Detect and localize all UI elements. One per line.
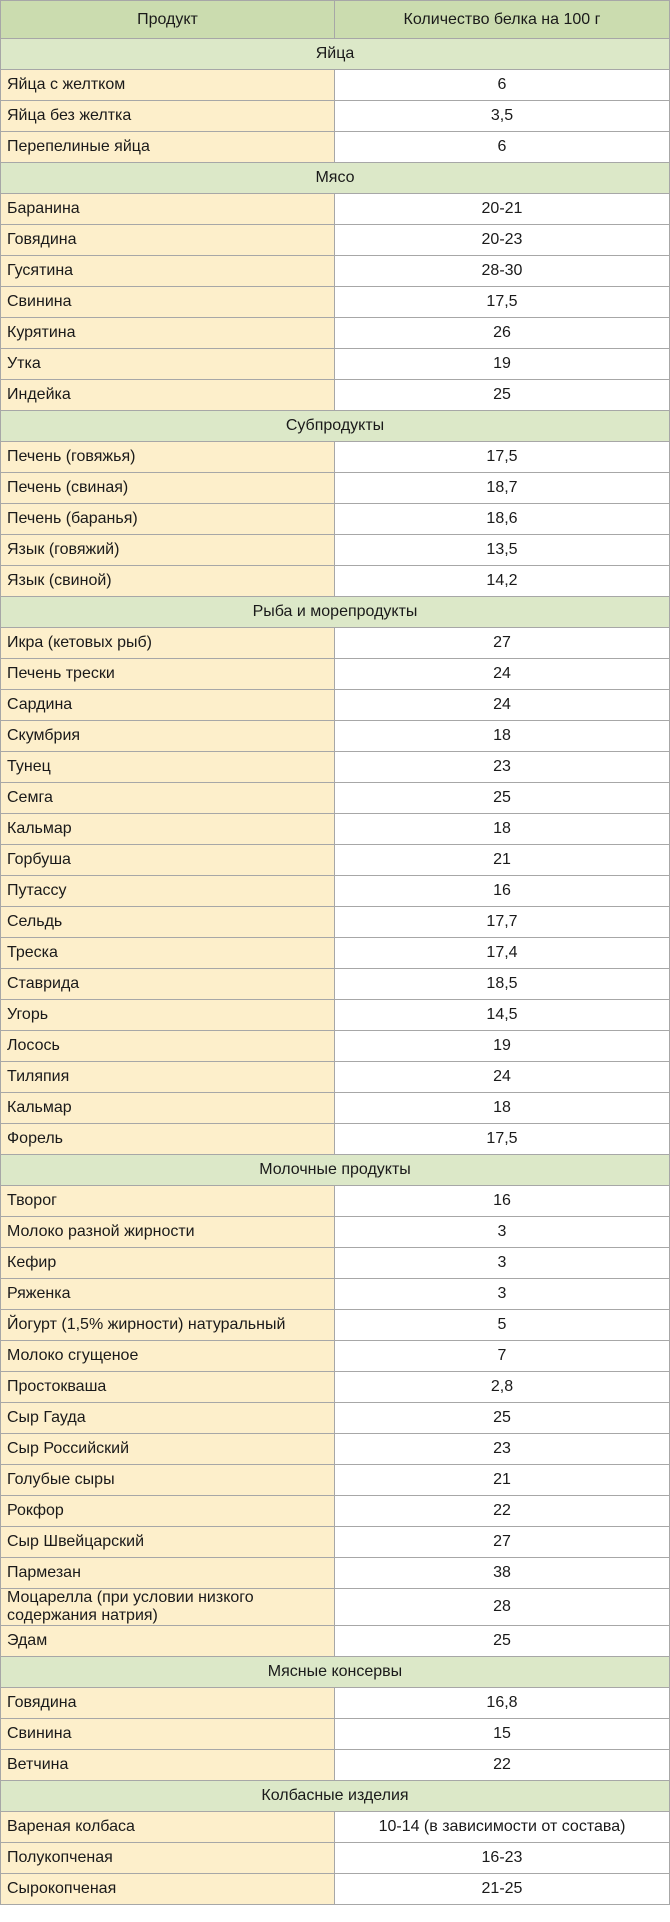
product-name-cell: Свинина xyxy=(1,287,335,318)
protein-value-cell: 25 xyxy=(335,1626,670,1657)
table-row xyxy=(1,194,670,225)
table-row xyxy=(1,1186,670,1217)
protein-value-cell: 20-21 xyxy=(335,194,670,225)
protein-value-cell: 27 xyxy=(335,1527,670,1558)
product-name-cell: Кальмар xyxy=(1,814,335,845)
product-name-cell: Треска xyxy=(1,938,335,969)
table-row xyxy=(1,1248,670,1279)
product-name-cell: Ряженка xyxy=(1,1279,335,1310)
product-name-cell: Сельдь xyxy=(1,907,335,938)
protein-value-cell: 5 xyxy=(335,1310,670,1341)
protein-value-cell: 6 xyxy=(335,70,670,101)
table-row xyxy=(1,132,670,163)
product-name-cell: Ветчина xyxy=(1,1750,335,1781)
section-row xyxy=(1,1781,670,1812)
protein-value-cell: 21 xyxy=(335,1465,670,1496)
table-row xyxy=(1,690,670,721)
section-title: Колбасные изделия xyxy=(1,1781,670,1812)
table-row xyxy=(1,1688,670,1719)
protein-value-cell: 18,6 xyxy=(335,504,670,535)
table-row xyxy=(1,752,670,783)
product-name-cell: Ставрида xyxy=(1,969,335,1000)
protein-value-cell: 3 xyxy=(335,1279,670,1310)
table-row xyxy=(1,287,670,318)
product-name-cell: Индейка xyxy=(1,380,335,411)
table-row xyxy=(1,876,670,907)
table-row xyxy=(1,1279,670,1310)
table-row xyxy=(1,1403,670,1434)
table-row xyxy=(1,1626,670,1657)
section-title: Молочные продукты xyxy=(1,1155,670,1186)
protein-value-cell: 16,8 xyxy=(335,1688,670,1719)
product-name-cell: Горбуша xyxy=(1,845,335,876)
protein-value-cell: 3,5 xyxy=(335,101,670,132)
table-row xyxy=(1,504,670,535)
product-name-cell: Молоко разной жирности xyxy=(1,1217,335,1248)
table-row xyxy=(1,1812,670,1843)
product-name-cell: Моцарелла (при условии низкого содержания натрия) xyxy=(1,1589,335,1626)
section-title: Мясные консервы xyxy=(1,1657,670,1688)
protein-value-cell: 24 xyxy=(335,1062,670,1093)
protein-value-cell: 23 xyxy=(335,1434,670,1465)
table-row xyxy=(1,1843,670,1874)
table-row xyxy=(1,1434,670,1465)
section-title: Яйца xyxy=(1,39,670,70)
table-row xyxy=(1,1750,670,1781)
table-body xyxy=(1,39,670,1905)
product-name-cell: Семга xyxy=(1,783,335,814)
protein-value-cell: 16 xyxy=(335,876,670,907)
protein-value-cell: 7 xyxy=(335,1341,670,1372)
product-name-cell: Яйца с желтком xyxy=(1,70,335,101)
section-row xyxy=(1,411,670,442)
product-name-cell: Полукопченая xyxy=(1,1843,335,1874)
protein-value-cell: 24 xyxy=(335,659,670,690)
product-name-cell: Простокваша xyxy=(1,1372,335,1403)
protein-value-cell: 16-23 xyxy=(335,1843,670,1874)
product-name-cell: Сыр Российский xyxy=(1,1434,335,1465)
protein-value-cell: 21-25 xyxy=(335,1874,670,1905)
protein-value-cell: 25 xyxy=(335,783,670,814)
protein-value-cell: 38 xyxy=(335,1558,670,1589)
product-name-cell: Лосось xyxy=(1,1031,335,1062)
protein-value-cell: 13,5 xyxy=(335,535,670,566)
table-row xyxy=(1,1589,670,1626)
product-name-cell: Свинина xyxy=(1,1719,335,1750)
product-name-cell: Говядина xyxy=(1,1688,335,1719)
product-name-cell: Говядина xyxy=(1,225,335,256)
protein-value-cell: 28-30 xyxy=(335,256,670,287)
product-name-cell: Сырокопченая xyxy=(1,1874,335,1905)
product-name-cell: Вареная колбаса xyxy=(1,1812,335,1843)
protein-value-cell: 3 xyxy=(335,1248,670,1279)
protein-value-cell: 18 xyxy=(335,1093,670,1124)
product-name-cell: Скумбрия xyxy=(1,721,335,752)
section-row xyxy=(1,1657,670,1688)
table-row xyxy=(1,566,670,597)
product-name-cell: Сыр Швейцарский xyxy=(1,1527,335,1558)
table-row xyxy=(1,349,670,380)
protein-value-cell: 24 xyxy=(335,690,670,721)
table-row xyxy=(1,70,670,101)
product-name-cell: Кальмар xyxy=(1,1093,335,1124)
product-name-cell: Рокфор xyxy=(1,1496,335,1527)
table-row xyxy=(1,1124,670,1155)
header-protein: Количество белка на 100 г xyxy=(335,1,670,39)
protein-value-cell: 25 xyxy=(335,380,670,411)
protein-value-cell: 19 xyxy=(335,349,670,380)
product-name-cell: Яйца без желтка xyxy=(1,101,335,132)
header-row xyxy=(1,1,670,39)
table-row xyxy=(1,659,670,690)
section-title: Субпродукты xyxy=(1,411,670,442)
protein-value-cell: 21 xyxy=(335,845,670,876)
protein-value-cell: 17,7 xyxy=(335,907,670,938)
protein-value-cell: 3 xyxy=(335,1217,670,1248)
header-product: Продукт xyxy=(1,1,335,39)
product-name-cell: Форель xyxy=(1,1124,335,1155)
section-row xyxy=(1,39,670,70)
protein-value-cell: 2,8 xyxy=(335,1372,670,1403)
product-name-cell: Печень (говяжья) xyxy=(1,442,335,473)
table-row xyxy=(1,1062,670,1093)
protein-value-cell: 17,4 xyxy=(335,938,670,969)
table-row xyxy=(1,1031,670,1062)
protein-value-cell: 19 xyxy=(335,1031,670,1062)
protein-value-cell: 17,5 xyxy=(335,287,670,318)
protein-value-cell: 25 xyxy=(335,1403,670,1434)
table-row xyxy=(1,907,670,938)
product-name-cell: Молоко сгущеное xyxy=(1,1341,335,1372)
product-name-cell: Творог xyxy=(1,1186,335,1217)
table-row xyxy=(1,845,670,876)
protein-value-cell: 22 xyxy=(335,1750,670,1781)
section-row xyxy=(1,1155,670,1186)
product-name-cell: Печень трески xyxy=(1,659,335,690)
table-row xyxy=(1,535,670,566)
table-row xyxy=(1,318,670,349)
product-name-cell: Пармезан xyxy=(1,1558,335,1589)
product-name-cell: Эдам xyxy=(1,1626,335,1657)
table-row xyxy=(1,1093,670,1124)
table-row xyxy=(1,969,670,1000)
table-row xyxy=(1,938,670,969)
section-row xyxy=(1,597,670,628)
product-name-cell: Перепелиные яйца xyxy=(1,132,335,163)
product-name-cell: Язык (говяжий) xyxy=(1,535,335,566)
product-name-cell: Печень (свиная) xyxy=(1,473,335,504)
table-row xyxy=(1,1310,670,1341)
table-row xyxy=(1,628,670,659)
product-name-cell: Язык (свиной) xyxy=(1,566,335,597)
table-row xyxy=(1,1874,670,1905)
product-name-cell: Баранина xyxy=(1,194,335,225)
protein-value-cell: 27 xyxy=(335,628,670,659)
table-row xyxy=(1,1719,670,1750)
table-row xyxy=(1,473,670,504)
protein-value-cell: 17,5 xyxy=(335,442,670,473)
table-row xyxy=(1,1000,670,1031)
product-name-cell: Сыр Гауда xyxy=(1,1403,335,1434)
product-name-cell: Угорь xyxy=(1,1000,335,1031)
protein-value-cell: 20-23 xyxy=(335,225,670,256)
table-row xyxy=(1,814,670,845)
table-row xyxy=(1,256,670,287)
protein-value-cell: 17,5 xyxy=(335,1124,670,1155)
product-name-cell: Утка xyxy=(1,349,335,380)
product-name-cell: Курятина xyxy=(1,318,335,349)
table-row xyxy=(1,1217,670,1248)
product-name-cell: Йогурт (1,5% жирности) натуральный xyxy=(1,1310,335,1341)
table-row xyxy=(1,1465,670,1496)
table-row xyxy=(1,783,670,814)
protein-value-cell: 18 xyxy=(335,721,670,752)
product-name-cell: Тиляпия xyxy=(1,1062,335,1093)
protein-value-cell: 18,7 xyxy=(335,473,670,504)
section-row xyxy=(1,163,670,194)
table-row xyxy=(1,225,670,256)
product-name-cell: Голубые сыры xyxy=(1,1465,335,1496)
protein-value-cell: 23 xyxy=(335,752,670,783)
protein-value-cell: 6 xyxy=(335,132,670,163)
protein-value-cell: 18,5 xyxy=(335,969,670,1000)
protein-value-cell: 10-14 (в зависимости от состава) xyxy=(335,1812,670,1843)
protein-value-cell: 28 xyxy=(335,1589,670,1626)
table-row xyxy=(1,380,670,411)
table-row xyxy=(1,1558,670,1589)
table-row xyxy=(1,1372,670,1403)
product-name-cell: Сардина xyxy=(1,690,335,721)
protein-value-cell: 22 xyxy=(335,1496,670,1527)
table-row xyxy=(1,721,670,752)
table-row xyxy=(1,1496,670,1527)
table-row xyxy=(1,1527,670,1558)
protein-value-cell: 14,5 xyxy=(335,1000,670,1031)
product-name-cell: Печень (баранья) xyxy=(1,504,335,535)
protein-value-cell: 14,2 xyxy=(335,566,670,597)
product-name-cell: Тунец xyxy=(1,752,335,783)
protein-value-cell: 18 xyxy=(335,814,670,845)
product-name-cell: Гусятина xyxy=(1,256,335,287)
section-title: Мясо xyxy=(1,163,670,194)
table-row xyxy=(1,101,670,132)
protein-value-cell: 16 xyxy=(335,1186,670,1217)
product-name-cell: Кефир xyxy=(1,1248,335,1279)
protein-value-cell: 26 xyxy=(335,318,670,349)
product-name-cell: Путассу xyxy=(1,876,335,907)
product-name-cell: Икра (кетовых рыб) xyxy=(1,628,335,659)
protein-value-cell: 15 xyxy=(335,1719,670,1750)
table-row xyxy=(1,1341,670,1372)
table-row xyxy=(1,442,670,473)
section-title: Рыба и морепродукты xyxy=(1,597,670,628)
